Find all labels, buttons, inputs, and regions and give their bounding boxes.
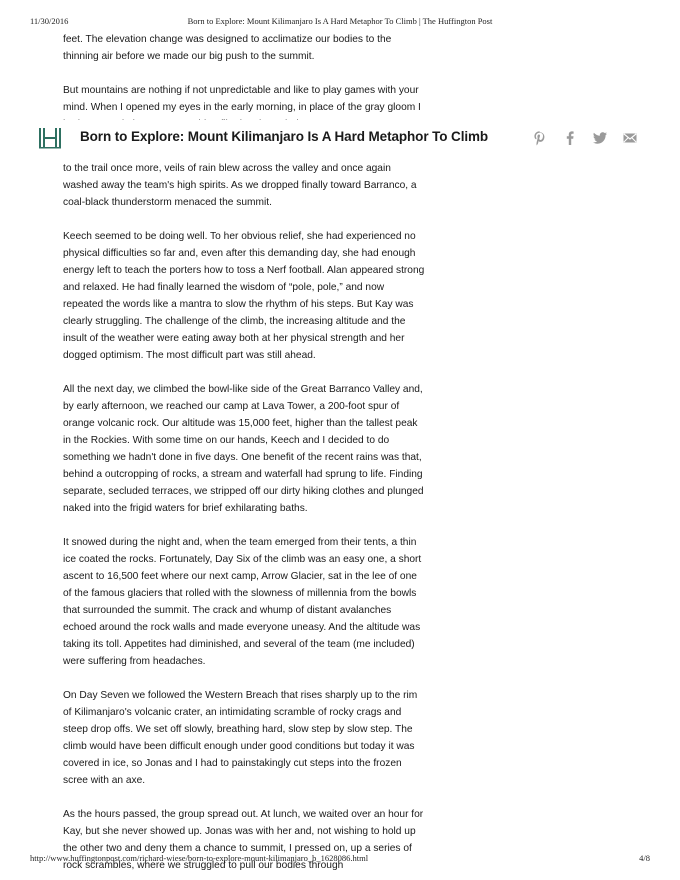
article-paragraph: But mountains are nothing if not unpredictable and like to play games with your mind. When I opened my eyes in the early morning, in place of the gray gloom I	[63, 85, 421, 113]
article-paragraph: On Day Seven we followed the Western Breach that rises sharply up to the rim of Kilimanjaro's volcanic crater, an intimidating scramble of rocky crags and steep drop offs. We set off slowly, breathing hard, slow step by slow step. The climb would have been difficult enough under good conditions but today it was covered in ice, so Jonas and I had to painstakingly cut steps into the frozen scree with an axe.	[63, 690, 418, 786]
print-url: http://www.huffingtonpost.com/richard-wiese/born-to-explore-mount-kilimanjaro_b_1628086.html	[30, 853, 369, 863]
print-page-number: 4/8	[639, 853, 650, 863]
article-paragraph: As the hours passed, the group spread out. At lunch, we waited over an hour for Kay, but she never showed up. Jonas was with her and, not wishing to hold up the other two and deny them a chance to summit, I pressed on, up a series of rock scrambles, where we struggled to pull our bodies through	[63, 809, 424, 871]
pinterest-icon[interactable]	[532, 130, 548, 146]
article-paragraph: It snowed during the night and, when the team emerged from their tents, a thin ice coated the rocks. Fortunately, Day Six of the climb was an easy one, a short ascent to 16,500 feet where our next camp, Arrow Glacier, sat in the lee of one of the famous glaciers that rolled with the slowness of millennia from the bowls that surrounded the summit. The crack and whump of distant avalanches echoed around the rock walls and made everyone uneasy. And the altitude was taking its toll. Appetites had diminished, and several of the team (me included) were suffering from headaches.	[63, 537, 422, 667]
article-paragraph: All the next day, we climbed the bowl-like side of the Great Barranco Valley and, by early afternoon, we reached our camp at Lava Tower, a 200-foot spur of orange volcanic rock. Our altitude was 15,000 feet, higher than the tallest peak in the Rockies. With some time on our hands, Keech and I decided to do something we hadn't done in five days. One benefit of the recent rains was that, behind a outcropping of rocks, a stream and waterfall had sprung to life. Finding separate, secluded terraces, we stripped off our dirty hiking clothes and plunged naked into the frigid waters for brief exhilarating baths.	[63, 384, 424, 514]
article-paragraph: Keech seemed to be doing well. To her obvious relief, she had experienced no physical difficulties so far and, even after this demanding day, she had enough energy left to teach the porters how to toss a Nerf football. Alan appeared strong and relaxed. He had finally learned the wisdom of “pole, pole,” and now repeated the words like a mantra to slow the rhythm of his steps. But Kay was clearly struggling. The challenge of the climb, the increasing altitude and the insult of the weather were eating away both at her physical strength and her dogged optimism. The most difficult part was still ahead.	[63, 231, 425, 361]
facebook-icon[interactable]	[562, 130, 578, 146]
print-date: 11/30/2016	[30, 16, 69, 26]
twitter-icon[interactable]	[592, 130, 608, 146]
print-page-title: Born to Explore: Mount Kilimanjaro Is A Hard Metaphor To Climb | The Huffington Post	[187, 16, 493, 26]
article-body-top	[63, 31, 425, 119]
huffpost-logo-icon[interactable]	[38, 126, 62, 150]
article-paragraph: to the trail once more, veils of rain blew across the valley and once again washed away the team's high spirits. As we dropped finally toward Barranco, a coal-black thunderstorm menaced the summit.	[63, 163, 417, 208]
email-icon[interactable]	[622, 130, 638, 146]
article-body	[63, 160, 425, 874]
sticky-headline[interactable]: Born to Explore: Mount Kilimanjaro Is A Hard Metaphor To Climb	[80, 129, 489, 144]
article-paragraph: feet. The elevation change was designed to acclimatize our bodies to the thinning air before we made our big push to the summit.	[63, 34, 392, 62]
sticky-article-bar	[30, 120, 650, 156]
